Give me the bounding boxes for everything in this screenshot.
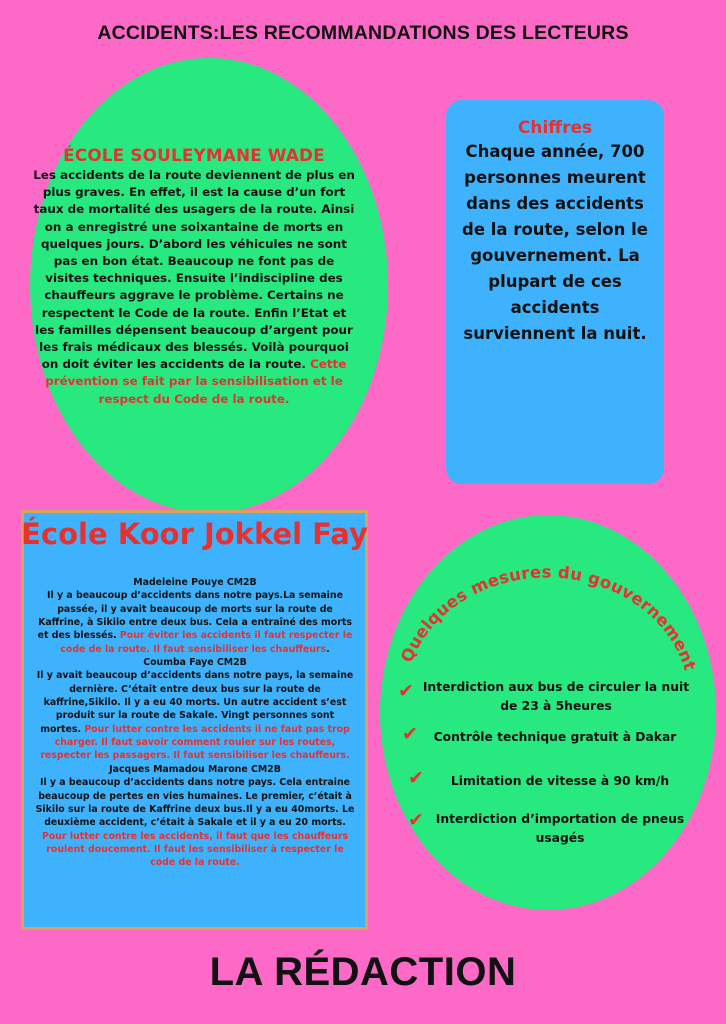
testimonial-text: Il y avait beaucoup d’accidents dans notre pays, la semaine dernière. C’était entre deux bus sur la route de kaffrine,Sikilo. Il y a eu 40 morts. Un autre accident s’est produit sur la route de Sakale. Vingt personnes sont mortes. [36, 670, 354, 735]
testimonial-text: Il y a beaucoup d’accidents dans notre pays.La semaine passée, il y avait beaucoup de morts sur la route de Kaffrine, à Sikilo entre deux bus. Cela a entraîné des morts et des blessés. [37, 590, 352, 642]
testimonial-author: Jacques Mamadou Marone CM2B [109, 763, 281, 775]
checkmark-icon: ✔ [408, 809, 424, 831]
testimonial-highlight: Pour lutter contre les accidents, il faut que les chauffeurs roulent doucement. Il faut les sensibiliser à respecter le code de la route. [41, 830, 349, 869]
testimonial-highlight: Pour lutter contre les accidents il ne faut pas trop charger. Il faut savoir comment rouler sur les routes, respecter les passagers. Il faut sensibiliser les chauffeurs. [40, 723, 350, 762]
measure-text: Contrôle technique gratuit à Dakar [433, 730, 677, 744]
testimonial-author: Coumba Faye CM2B [143, 657, 247, 669]
measure-text: Interdiction aux bus de circuler la nuit de 23 à 5heures [422, 680, 690, 713]
stats-section [454, 117, 656, 347]
testimonial-item [34, 763, 356, 870]
checkmark-icon: ✔ [402, 723, 418, 745]
checkmark-icon: ✔ [398, 680, 414, 702]
stats-text: Chaque année, 700 personnes meurent dans des accidents de la route, selon le gouvernement. La plupart de ces accidents surviennent la nuit. [462, 142, 648, 343]
measure-text: Interdiction d’importation de pneus usagés [435, 812, 685, 845]
testimonial-text: Il y a beaucoup d’accidents dans notre pays. Cela entraine beaucoup de pertes en vies humaines. Le premier, c’était à Sikilo sur la route de Kaffrine deux bus.Il y a eu 40morts. Le deuxième accident, c’était à Sakale et il y a eu 20 morts. [35, 777, 355, 829]
testimonial-highlight: Pour éviter les accidents il faut respecter le code de la route. Il faut sensibiliser les chauffeurs [60, 630, 353, 655]
measures-title [397, 562, 699, 672]
testimonial-author: Madeleine Pouye CM2B [133, 577, 257, 588]
testimonial-item [34, 656, 356, 763]
school-a-body: Les accidents de la route deviennent de plus en plus graves. En effet, il est la cause d’un fort taux de mortalité des usagers de la route. Ainsi on a enregistré une soixantaine de morts en quelques jours. D’abord les véhicules ne sont pas en bon état. Beaucoup ne font pas de visites techniques. Ensuite l’indiscipline des chauffeurs aggrave le problème. Certains ne respectent le Code de la route. Enfin l’Etat et les familles dépensent beaucoup d’argent pour les frais médicaux des blessés. Voilà pourquoi on doit éviter les accidents de la route. [33, 168, 355, 372]
measures-title-path: Quelques mesures du gouvernement [397, 562, 700, 673]
testimonial-body [34, 669, 356, 762]
measure-text: Limitation de vitesse à 90 km/h [450, 774, 670, 788]
school-a-section [32, 145, 356, 408]
testimonial-body [34, 589, 356, 656]
school-a-title: ÉCOLE SOULEYMANE WADE [63, 145, 325, 165]
checkmark-icon: ✔ [408, 767, 424, 789]
page-title: ACCIDENTS:LES RECOMMANDATIONS DES LECTEURS [97, 22, 629, 44]
signature: LA RÉDACTION [209, 950, 517, 994]
school-a-highlight: Cette prévention se fait par la sensibilisation et le respect du Code de la route. [45, 357, 347, 406]
testimonial-item [34, 576, 356, 656]
testimonial-body [34, 776, 356, 869]
school-b-title: École Koor Jokkel Fay [21, 517, 368, 551]
testimonial-tail: . [326, 643, 330, 655]
testimonials-list [34, 576, 356, 870]
stats-title: Chiffres [517, 118, 593, 138]
